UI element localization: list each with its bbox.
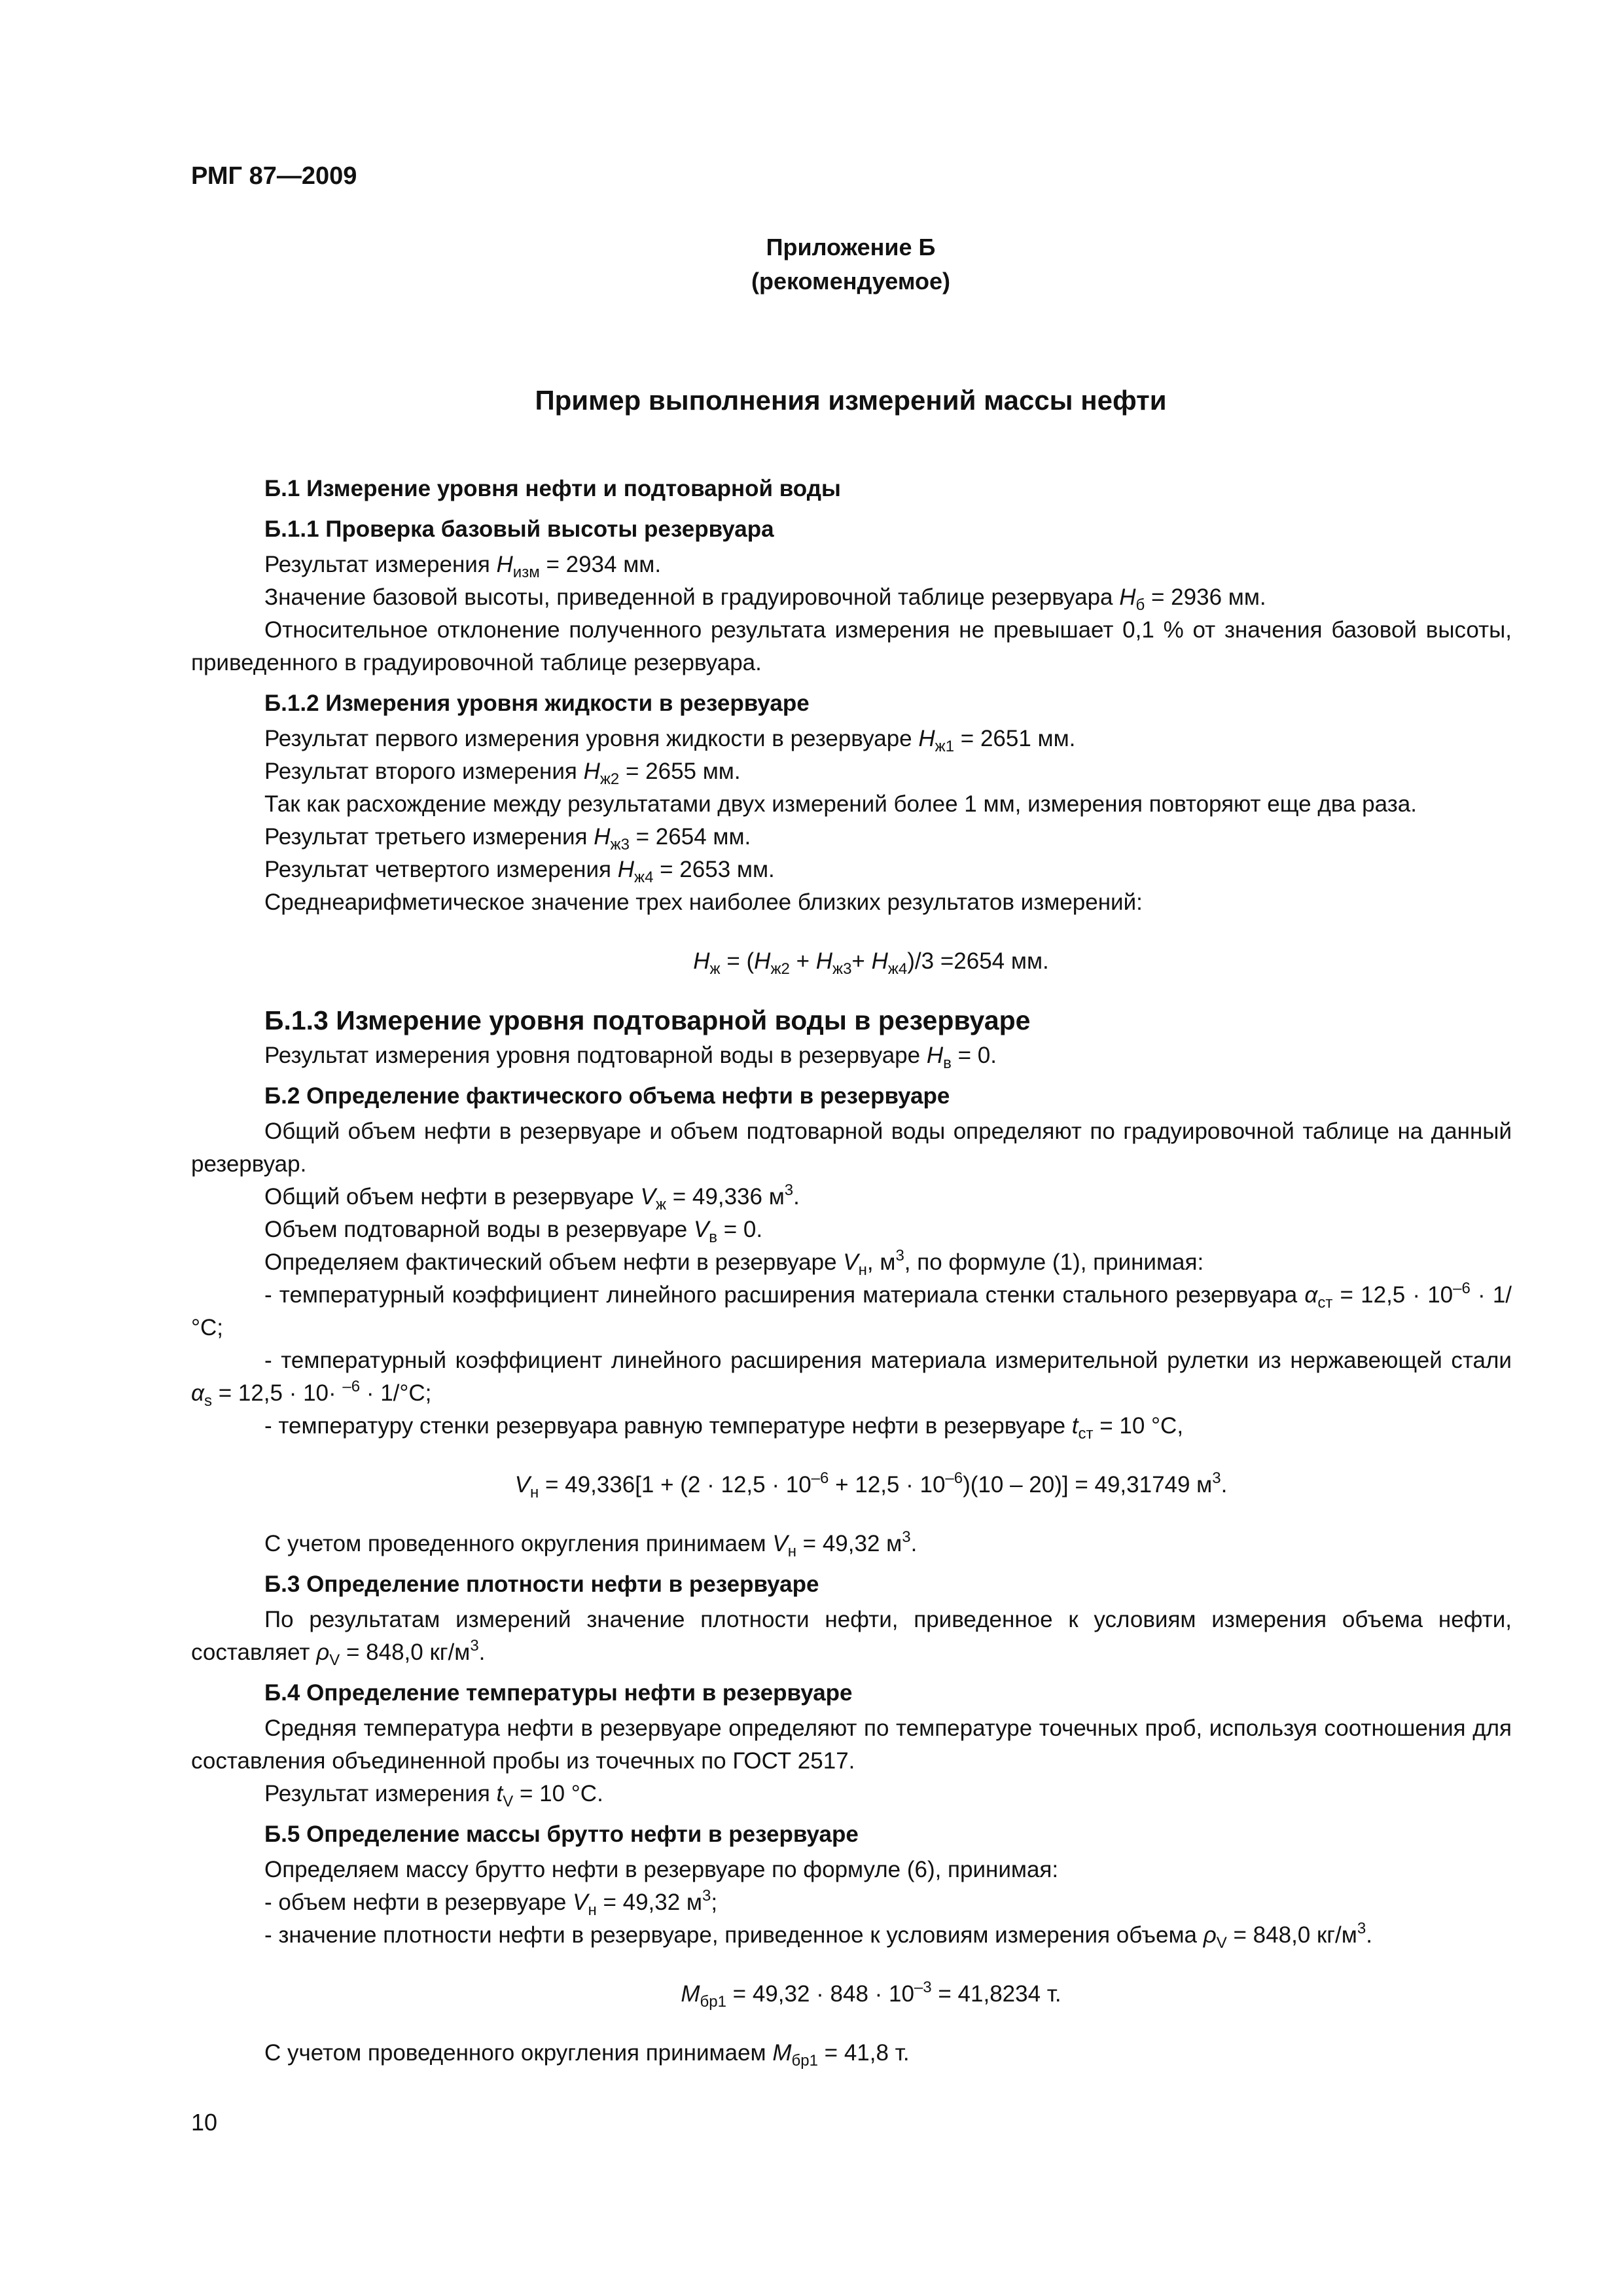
appendix-status: (рекомендуемое): [751, 268, 950, 295]
formula-gross-mass: $M_{бр1} = 49,32 \cdot 848 \cdot 10^{-3} = 41,8234$ т.: [681, 1979, 1061, 2011]
document-code: РМГ 87—2009: [191, 162, 357, 190]
paragraph: Так как расхождение между результатами двух измерений более 1 мм, измерения повторяют еще два раза.: [264, 791, 1417, 817]
section-b4-heading: Б.4 Определение температуры нефти в резервуаре: [264, 1680, 853, 1706]
page-title: Пример выполнения измерений массы нефти: [535, 385, 1167, 416]
paragraph: Объем подтоварной воды в резервуаре $V_в = 0$.: [264, 1217, 763, 1246]
section-b11-heading: Б.1.1 Проверка базовый высоты резервуара: [264, 516, 774, 542]
appendix-heading: [0, 230, 1623, 298]
formula-oil-volume: $V_н = 49,336[1 + (2 \cdot 12,5 \cdot 10^{-6} + 12,5 \cdot 10^{-6})(10 - 20)] = 49,31749$ $м^3$.: [514, 1469, 1228, 1501]
paragraph: Относительное отклонение полученного результата измерения не превышает 0,1 % от значения базовой высоты, приведенного в градуировочной таблице резервуара.: [191, 617, 1512, 675]
section-b5-heading: Б.5 Определение массы брутто нефти в резервуаре: [264, 1821, 859, 1847]
paragraph: Значение базовой высоты, приведенной в градуировочной таблице резервуара $H_б = 2936$ мм.: [264, 584, 1266, 614]
paragraph: Общий объем нефти в резервуаре и объем подтоварной воды определяют по градуировочной таблице на данный резервуар.: [191, 1119, 1512, 1177]
list-item: - температурный коэффициент линейного расширения материала стенки стального резервуара $\alpha_{ст} = 12,5 \cdot 10^{-6} \cdot 1/^\circ С$;: [191, 1280, 1512, 1340]
paragraph: Результат первого измерения уровня жидкости в резервуаре $H_{ж1} = 2651$ мм.: [264, 726, 1076, 755]
paragraph: Результат второго измерения $H_{ж2} = 2655$ мм.: [264, 759, 741, 788]
paragraph: Результат измерения $H_{изм} = 2934$ мм.: [264, 552, 662, 581]
paragraph: Определяем фактический объем нефти в резервуаре $V_н$, $м^3$, по формуле (1), принимая:: [264, 1247, 1204, 1279]
paragraph: Средняя температура нефти в резервуаре определяют по температуре точечных проб, используя соотношения для составления объединенной пробы из точечных по ГОСТ 2517.: [191, 1715, 1512, 1774]
list-item: - температурный коэффициент линейного расширения материала измерительной рулетки из нержавеющей стали $\alpha_s = 12,5 \cdot 10\cdot ^{-6} \cdot 1/^\circ С$;: [191, 1348, 1512, 1410]
section-b1-heading: Б.1 Измерение уровня нефти и подтоварной воды: [264, 476, 841, 501]
section-b2-heading: Б.2 Определение фактического объема нефти в резервуаре: [264, 1083, 950, 1109]
paragraph: С учетом проведенного округления принимаем $V_н = 49,32$ $м^3$.: [264, 1528, 918, 1560]
formula-liquid-level: $H_ж = (H_{ж2} + H_{ж3}+ H_{ж4})/3 =2654$ мм.: [693, 948, 1049, 978]
paragraph: Результат измерения уровня подтоварной воды в резервуаре $H_в = 0$.: [264, 1043, 997, 1072]
paragraph: Определяем массу брутто нефти в резервуаре по формуле (6), принимая:: [264, 1857, 1059, 1882]
paragraph: Результат измерения $t_V = 10$ °С.: [264, 1781, 603, 1810]
paragraph: Среднеарифметическое значение трех наиболее близких результатов измерений:: [264, 889, 1143, 915]
paragraph: Результат третьего измерения $H_{ж3} = 2654$ мм.: [264, 824, 751, 853]
paragraph: Результат четвертого измерения $H_{ж4} = 2653$ мм.: [264, 857, 775, 886]
document-body: [191, 465, 1512, 2070]
list-item: - температуру стенки резервуара равную температуре нефти в резервуаре $t_{ст} = 10$ °С,: [264, 1413, 1184, 1443]
paragraph: С учетом проведенного округления принимаем $M_{бр1} = 41,8$ т.: [264, 2040, 910, 2070]
page-number: 10: [191, 2109, 218, 2136]
paragraph: Общий объем нефти в резервуаре $V_ж = 49,336$ $м^3$.: [264, 1181, 800, 1213]
section-b3-heading: Б.3 Определение плотности нефти в резервуаре: [264, 1571, 819, 1597]
section-b12-heading: Б.1.2 Измерения уровня жидкости в резервуаре: [264, 691, 810, 716]
list-item: - значение плотности нефти в резервуаре, приведенное к условиям измерения объема $\rho_V = 848,0$ $кг/м^3$.: [264, 1920, 1372, 1952]
paragraph: По результатам измерений значение плотности нефти, приведенное к условиям измерения объема нефти, составляет $\rho_V = 848,0$ $кг/м^3$.: [191, 1607, 1512, 1669]
section-b13-heading: Б.1.3 Измерение уровня подтоварной воды в резервуаре: [264, 1005, 1031, 1035]
appendix-label: Приложение Б: [766, 234, 936, 260]
list-item: - объем нефти в резервуаре $V_н = 49,32$ $м^3$;: [264, 1887, 718, 1919]
